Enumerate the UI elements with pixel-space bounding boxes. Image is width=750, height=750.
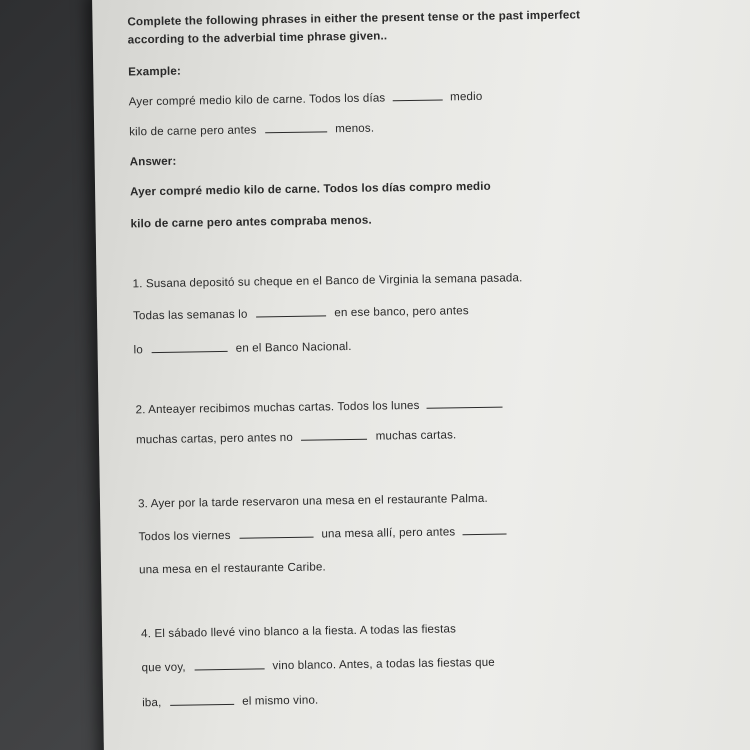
example-label: Example: <box>128 64 182 79</box>
instructions-line-1: Complete the following phrases in either the present tense or the past imperfect <box>127 8 581 29</box>
example-line-1-text: Ayer compré medio kilo de carne. Todos los días <box>128 91 386 109</box>
item-1-line-2-end: en ese banco, pero antes <box>334 304 469 320</box>
example-line-2-text: kilo de carne pero antes <box>129 123 257 139</box>
example-line-1-end: medio <box>449 89 483 104</box>
item-1-line-3 <box>133 340 351 356</box>
item-1-line-3-end: en el Banco Nacional. <box>235 339 352 355</box>
example-blank-2[interactable] <box>265 122 327 133</box>
answer-line-2: kilo de carne pero antes compraba menos. <box>130 213 372 231</box>
example-line-2-end: menos. <box>335 121 375 136</box>
worksheet-page <box>92 0 750 750</box>
item-2-question <box>135 398 507 417</box>
item-3-line-3: una mesa en el restaurante Caribe. <box>138 560 326 577</box>
item-2-line-2-text: muchas cartas, pero antes no <box>135 430 294 447</box>
example-blank-1[interactable] <box>393 91 443 102</box>
example-line-1 <box>129 90 483 109</box>
item-3-blank-2[interactable] <box>463 525 507 536</box>
item-2-blank-1[interactable] <box>427 398 503 409</box>
item-4-line-3-end: el mismo vino. <box>242 693 319 708</box>
item-3-question: 3. Ayer por la tarde reservaron una mesa en el restaurante Palma. <box>137 491 488 511</box>
item-4-blank-1[interactable] <box>194 659 264 670</box>
item-4-question: 4. El sábado llevé vino blanco a la fiesta. A todas las fiestas <box>140 622 457 641</box>
item-4-line-2-end: vino blanco. Antes, a todas las fiestas que <box>272 655 495 673</box>
item-1-line-2-text: Todas las semanas lo <box>132 307 248 323</box>
item-1-question: 1. Susana depositó su cheque en el Banco de Virginia la semana pasada. <box>132 271 523 291</box>
item-4-line-3 <box>142 694 318 710</box>
item-1-blank-1[interactable] <box>256 306 326 317</box>
item-4-blank-2[interactable] <box>170 695 234 706</box>
item-4-line-3-text: iba, <box>142 695 162 710</box>
answer-label: Answer: <box>129 154 177 169</box>
item-4-line-2-text: que voy, <box>141 660 186 675</box>
item-2-line-2-end: muchas cartas. <box>375 428 457 443</box>
item-3-line-2-mid: una mesa allí, pero antes <box>321 525 456 541</box>
example-line-2 <box>129 122 374 139</box>
item-2-line-2 <box>136 428 457 446</box>
item-4-line-2 <box>141 656 494 675</box>
item-1-line-2 <box>133 304 469 322</box>
item-3-line-2-text: Todos los viernes <box>138 528 231 544</box>
item-2-question-text: 2. Anteayer recibimos muchas cartas. Todos los lunes <box>135 398 420 417</box>
item-2-blank-2[interactable] <box>301 430 367 441</box>
instructions-line-2: according to the adverbial time phrase given.. <box>127 29 388 47</box>
item-3-blank-1[interactable] <box>239 528 313 539</box>
item-1-line-3-text: lo <box>133 343 144 357</box>
item-1-blank-2[interactable] <box>151 342 227 353</box>
answer-line-1: Ayer compré medio kilo de carne. Todos los días compro medio <box>130 179 491 199</box>
item-3-line-2 <box>138 524 510 543</box>
